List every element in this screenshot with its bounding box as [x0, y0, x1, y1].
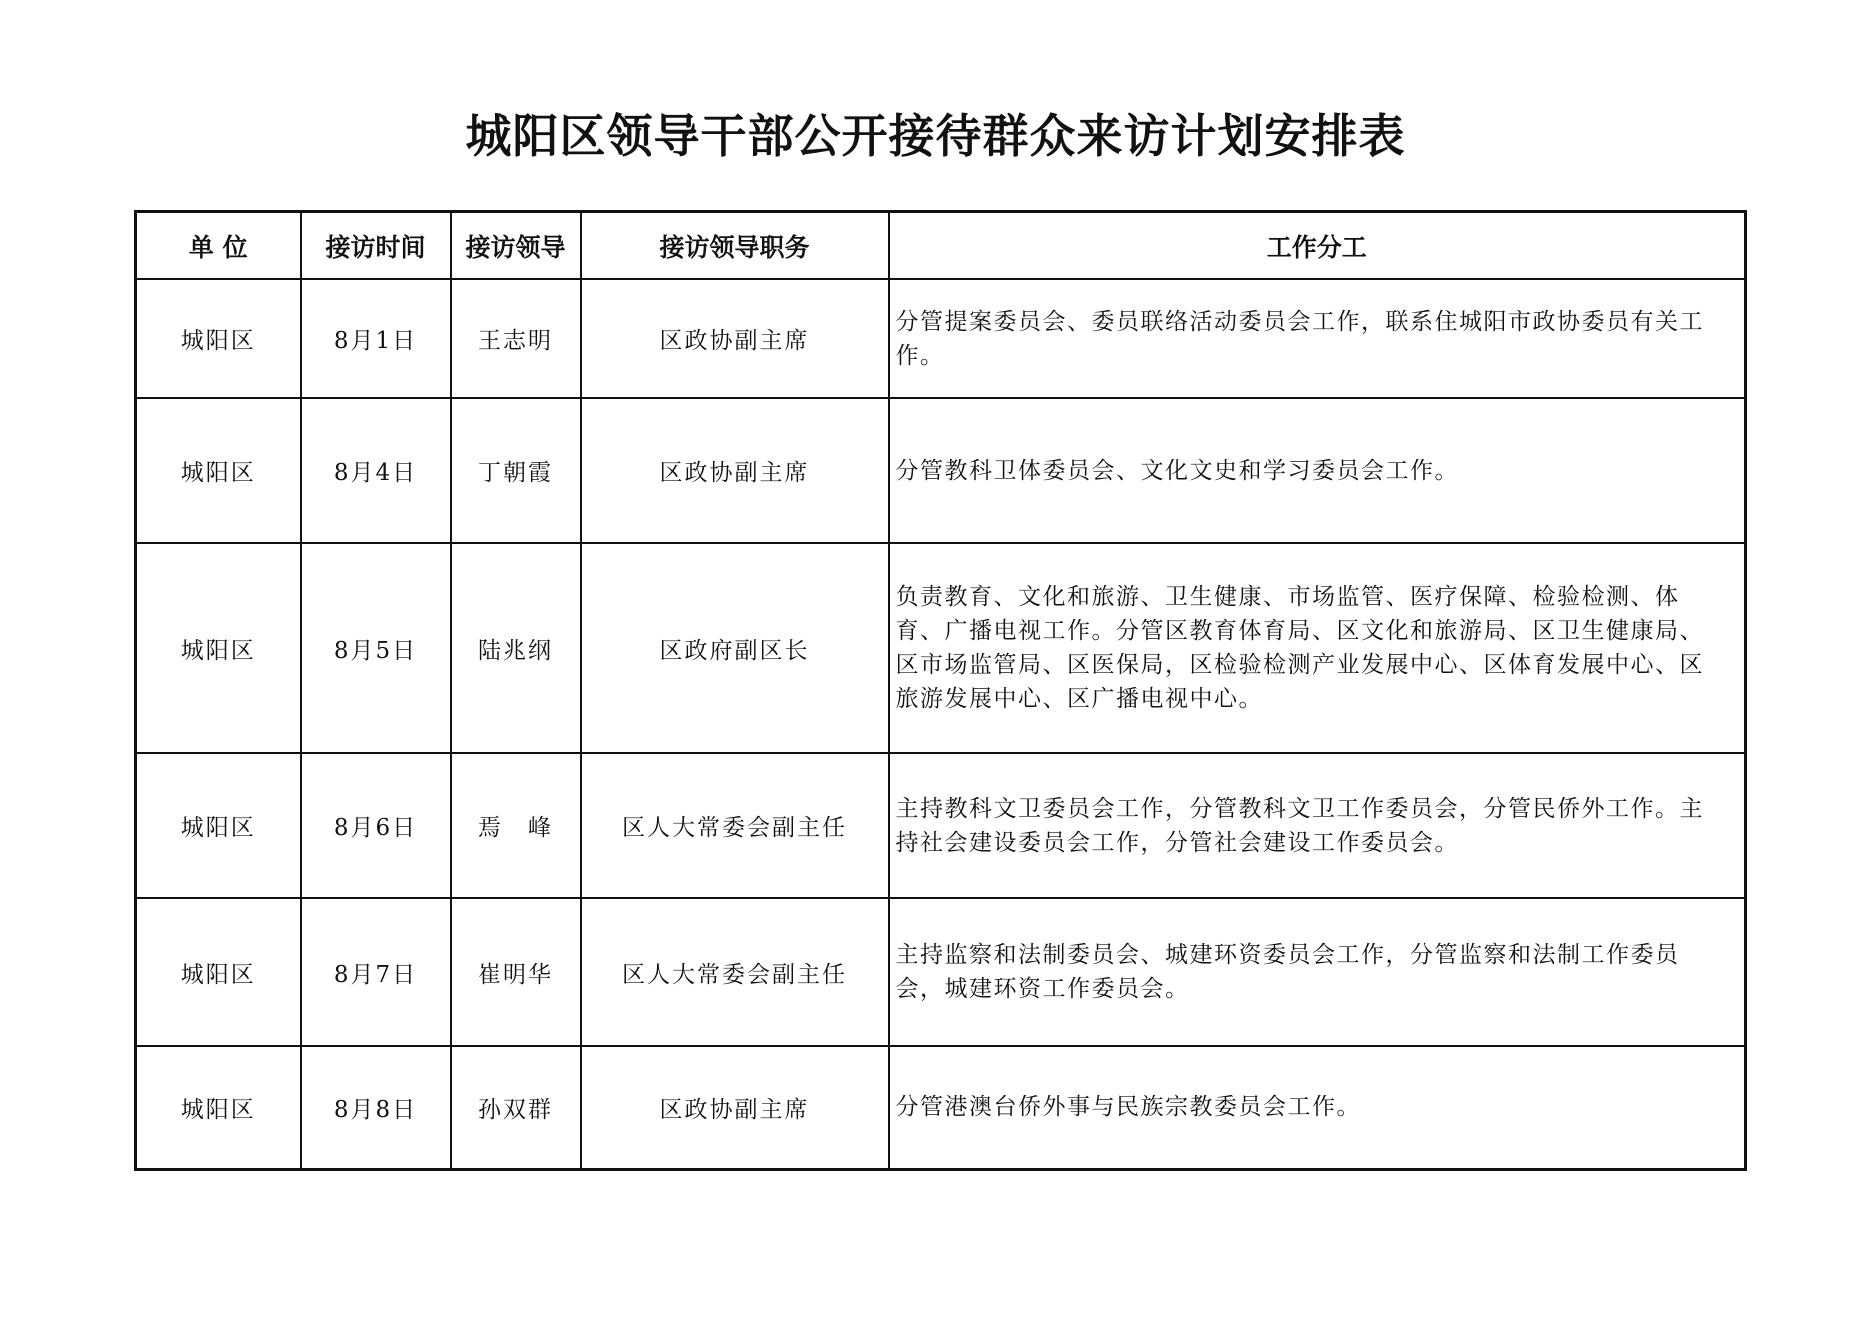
cell-date: 8月1日: [301, 279, 451, 398]
table-row: [136, 753, 1746, 898]
cell-duty: 分管港澳台侨外事与民族宗教委员会工作。: [889, 1046, 1746, 1169]
cell-unit: 城阳区: [136, 279, 301, 398]
schedule-table: [134, 210, 1747, 1171]
cell-date: 8月8日: [301, 1046, 451, 1169]
cell-post: 区政协副主席: [581, 398, 889, 543]
cell-unit: 城阳区: [136, 753, 301, 898]
table-row: [136, 398, 1746, 543]
document-title: 城阳区领导干部公开接待群众来访计划安排表: [465, 109, 1406, 163]
cell-unit: 城阳区: [136, 898, 301, 1046]
cell-unit: 城阳区: [136, 1046, 301, 1169]
cell-leader: 孙双群: [451, 1046, 581, 1169]
header-post: 接访领导职务: [581, 212, 889, 280]
cell-post: 区政府副区长: [581, 543, 889, 753]
cell-date: 8月4日: [301, 398, 451, 543]
cell-date: 8月5日: [301, 543, 451, 753]
table-row: [136, 1046, 1746, 1169]
cell-duty: 主持监察和法制委员会、城建环资委员会工作，分管监察和法制工作委员会，城建环资工作委员会。: [889, 898, 1746, 1046]
cell-unit: 城阳区: [136, 398, 301, 543]
cell-leader: 丁朝霞: [451, 398, 581, 543]
cell-post: 区人大常委会副主任: [581, 898, 889, 1046]
cell-post: 区政协副主席: [581, 1046, 889, 1169]
cell-leader: 崔明华: [451, 898, 581, 1046]
cell-leader: 陆兆纲: [451, 543, 581, 753]
header-date: 接访时间: [301, 212, 451, 280]
header-leader: 接访领导: [451, 212, 581, 280]
cell-duty: 分管教科卫体委员会、文化文史和学习委员会工作。: [889, 398, 1746, 543]
table-row: [136, 543, 1746, 753]
header-row: [136, 212, 1746, 280]
header-unit: 单 位: [136, 212, 301, 280]
cell-duty: 负责教育、文化和旅游、卫生健康、市场监管、医疗保障、检验检测、体育、广播电视工作。分管区教育体育局、区文化和旅游局、区卫生健康局、区市场监管局、区医保局，区检验检测产业发展中心、区体育发展中心、区旅游发展中心、区广播电视中心。: [889, 543, 1746, 753]
table-body: [136, 279, 1746, 1169]
cell-post: 区政协副主席: [581, 279, 889, 398]
cell-duty: 主持教科文卫委员会工作，分管教科文卫工作委员会，分管民侨外工作。主持社会建设委员会工作，分管社会建设工作委员会。: [889, 753, 1746, 898]
header-duty: 工作分工: [889, 212, 1746, 280]
cell-leader: 焉 峰: [451, 753, 581, 898]
table-row: [136, 898, 1746, 1046]
cell-duty: 分管提案委员会、委员联络活动委员会工作，联系住城阳市政协委员有关工作。: [889, 279, 1746, 398]
table-header: [136, 212, 1746, 280]
cell-post: 区人大常委会副主任: [581, 753, 889, 898]
table-row: [136, 279, 1746, 398]
cell-unit: 城阳区: [136, 543, 301, 753]
cell-date: 8月6日: [301, 753, 451, 898]
cell-leader: 王志明: [451, 279, 581, 398]
cell-date: 8月7日: [301, 898, 451, 1046]
